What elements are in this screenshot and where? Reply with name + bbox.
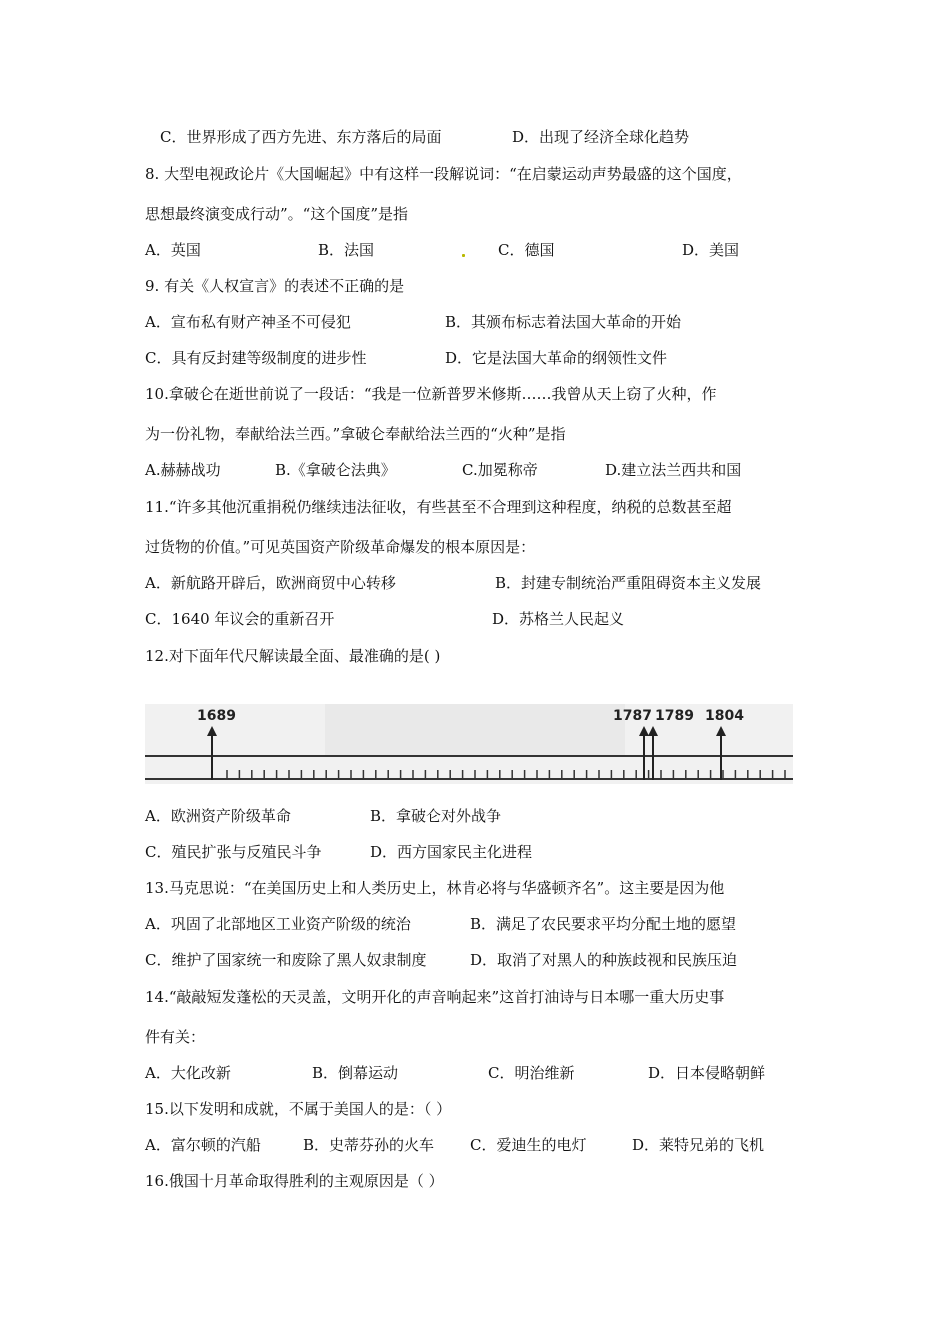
q15-option-a: A．富尔顿的汽船	[145, 1136, 261, 1154]
q14-stem-line2: 件有关：	[145, 1028, 206, 1046]
q15-option-c: C．爱迪生的电灯	[470, 1136, 587, 1154]
q8-stem-line2: 思想最终演变成行动”。“这个国度”是指	[145, 205, 409, 223]
year-label-1789: 1789	[655, 708, 694, 724]
q7-option-c: C．世界形成了西方先进、东方落后的局面	[160, 128, 442, 146]
q13-option-b: B．满足了农民要求平均分配土地的愿望	[470, 915, 737, 933]
q11-option-a: A．新航路开辟后，欧洲商贸中心转移	[145, 574, 396, 592]
q12-option-d: D．西方国家民主化进程	[370, 843, 533, 861]
q12-option-a: A．欧洲资产阶级革命	[145, 807, 291, 825]
q13-option-a: A．巩固了北部地区工业资产阶级的统治	[145, 915, 411, 933]
q13-option-c: C．维护了国家统一和废除了黑人奴隶制度	[145, 951, 427, 969]
q12-option-b: B．拿破仑对外战争	[370, 807, 502, 825]
q10-stem-line1: 10.拿破仑在逝世前说了一段话：“我是一位新普罗米修斯……我曾从天上窃了火种，作	[145, 385, 717, 403]
q11-stem-line1: 11.“许多其他沉重捐税仍继续违法征收，有些甚至不合理到这种程度，纳税的总数甚至超	[145, 498, 732, 516]
q14-stem-line1: 14.“敲敲短发蓬松的天灵盖，文明开化的声音响起来”这首打油诗与日本哪一重大历史事	[145, 988, 725, 1006]
q9-option-d: D．它是法国大革命的纲领性文件	[445, 349, 668, 367]
q9-option-c: C．具有反封建等级制度的进步性	[145, 349, 367, 367]
q14-option-d: D．日本侵略朝鲜	[648, 1064, 766, 1082]
stray-dot	[462, 254, 465, 257]
q14-option-b: B．倒幕运动	[312, 1064, 399, 1082]
q11-option-c: C．1640 年议会的重新召开	[145, 610, 335, 628]
q11-option-b: B．封建专制统治严重阻碍资本主义发展	[495, 574, 762, 592]
q14-option-a: A．大化改新	[145, 1064, 231, 1082]
q13-stem: 13.马克思说：“在美国历史上和人类历史上，林肯必将与华盛顿齐名”。这主要是因为他	[145, 879, 725, 897]
q9-option-a: A．宣布私有财产神圣不可侵犯	[145, 313, 351, 331]
q14-option-c: C．明治维新	[488, 1064, 575, 1082]
q13-option-d: D．取消了对黑人的种族歧视和民族压迫	[470, 951, 738, 969]
q15-option-b: B．史蒂芬孙的火车	[303, 1136, 435, 1154]
year-label-1804: 1804	[705, 708, 744, 724]
q15-option-d: D．莱特兄弟的飞机	[632, 1136, 765, 1154]
q12-stem: 12.对下面年代尺解读最全面、最准确的是( )	[145, 647, 441, 665]
q10-option-d: D.建立法兰西共和国	[605, 461, 742, 479]
q10-option-a: A.赫赫战功	[145, 461, 221, 479]
q7-option-d: D．出现了经济全球化趋势	[512, 128, 690, 146]
q11-stem-line2: 过货物的价值。”可见英国资产阶级革命爆发的根本原因是：	[145, 538, 536, 556]
q9-option-b: B．其颁布标志着法国大革命的开始	[445, 313, 682, 331]
q8-option-c: C．德国	[498, 241, 555, 259]
q10-option-b: B.《拿破仑法典》	[275, 461, 396, 479]
q10-stem-line2: 为一份礼物，奉献给法兰西。”拿破仑奉献给法兰西的“火种”是指	[145, 425, 566, 443]
q12-option-c: C．殖民扩张与反殖民斗争	[145, 843, 322, 861]
q16-stem: 16.俄国十月革命取得胜利的主观原因是（ ）	[145, 1172, 444, 1190]
q8-stem-line1: 8. 大型电视政论片《大国崛起》中有这样一段解说词：“在启蒙运动声势最盛的这个国度，	[145, 165, 742, 183]
year-label-1787: 1787	[613, 708, 652, 724]
q10-option-c: C.加冕称帝	[462, 461, 538, 479]
q8-option-d: D．美国	[682, 241, 740, 259]
q11-option-d: D．苏格兰人民起义	[492, 610, 625, 628]
q8-option-b: B．法国	[318, 241, 375, 259]
year-label-1689: 1689	[197, 708, 236, 724]
q15-stem: 15.以下发明和成就，不属于美国人的是：（ ）	[145, 1100, 452, 1118]
q9-stem: 9. 有关《人权宣言》的表述不正确的是	[145, 277, 405, 295]
timeline-figure	[145, 704, 793, 784]
q8-option-a: A．英国	[145, 241, 201, 259]
